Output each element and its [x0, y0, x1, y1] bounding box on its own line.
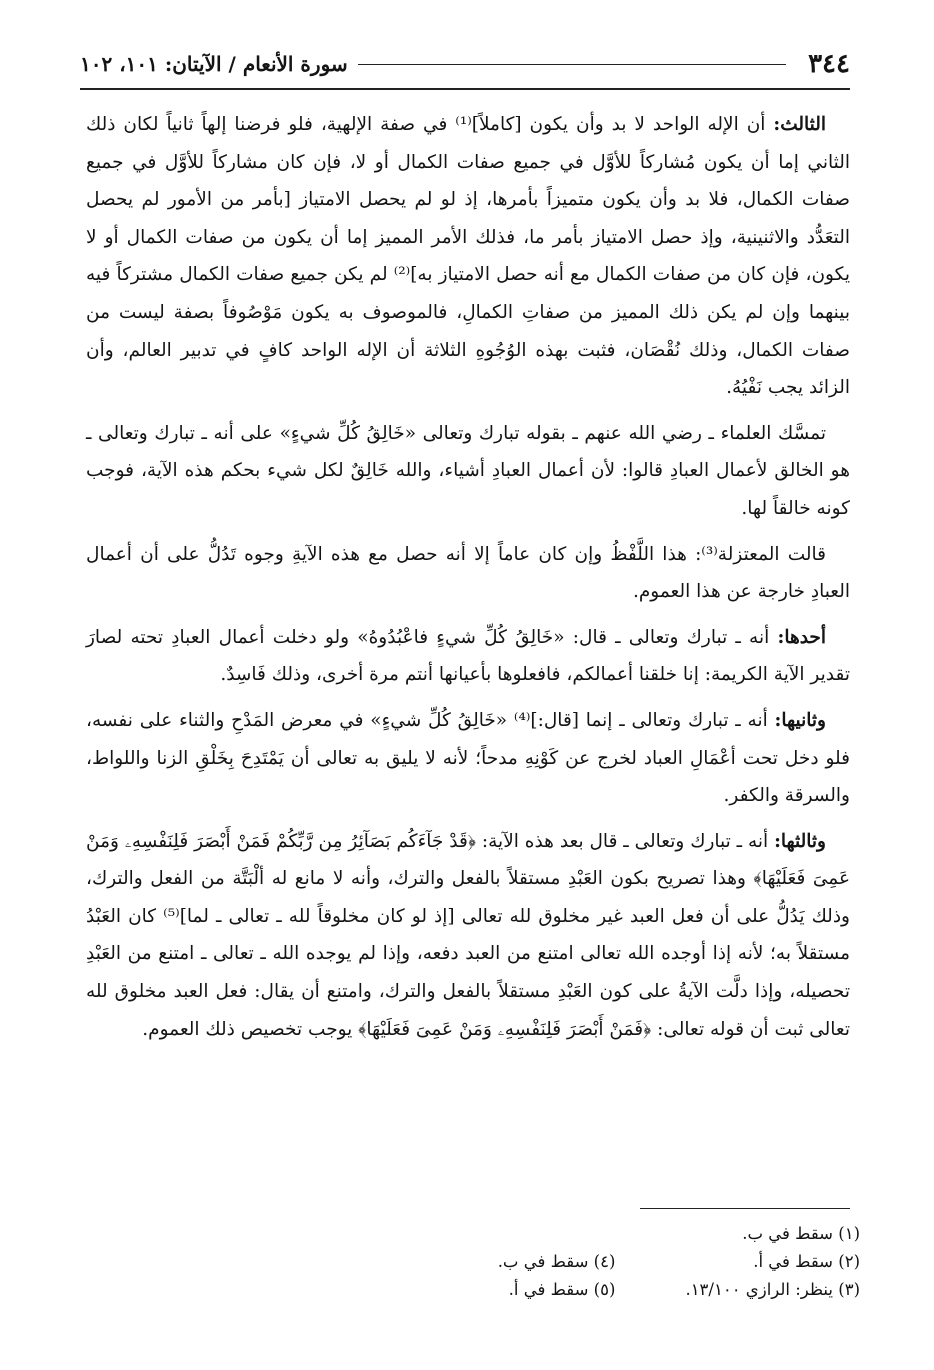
footnote-4: (٤) سقط في ب. [497, 1252, 616, 1271]
footnote-column-2 [498, 1220, 616, 1304]
surah-title: سورة الأنعام / الآيتان: ١٠١، ١٠٢ [80, 52, 348, 76]
paragraph-lead: أحدها: [777, 626, 826, 648]
paragraph-third-reason [86, 823, 850, 1049]
paragraph-first [86, 619, 850, 694]
paragraph-scholars [86, 415, 850, 528]
paragraph-lead: وثانيها: [774, 709, 826, 731]
paragraph-text: أن الإله الواحد لا بد وأن يكون [كاملاً]⁽¹⁾ في صفة الإلهية، فلو فرضنا إلهاً ثانياً لكان ذلك الثاني إما أن يكون مُشاركاً للأوَّل في جميع صفات الكمال أو لا، فإن كان مشاركاً للأوَّل في جميع صفات الكمال، فلا بد وأن يكون متميزاً بأمرها، إذ لو لم يحصل الامتياز [بأمر من الأمور لم يحصل التعَدُّد والاثنينية، وإذ حصل الامتياز بأمر ما، فذلك الأمر المميز إما أن يكون من صفات الكمال أو لا يكون، فإن كان من صفات الكمال مع أنه حصل الامتياز به]⁽²⁾ لم يكن جميع صفات الكمال مشتركاً فيه بينهما وإن لم يكن ذلك المميز من صفاتِ الكمالِ، فالموصوف به يكون مَوْصُوفاً بصفة ليست من صفات الكمال، وذلك نُقْصَان، فثبت بهذه الوُجُوهِ الثلاثة أن الإله الواحد كافٍ في تدبير العالم، وأن الزائد يجب نَفْيُهُ. [86, 114, 850, 399]
footnote-column-1 [685, 1220, 860, 1304]
paragraph-text: أنه ـ تبارك وتعالى ـ قال: «خَالِقُ كُلِّ شيءٍ فاعْبُدُوهُ» ولو دخلت أعمال العبادِ تحته لصارَ تقدير الآية الكريمة: إنا خلقنا أعمالكم، فافعلوها بأعيانها أنتم مرة أخرى، وذلك فَاسِدٌ. [86, 626, 850, 686]
footnote-2: (٢) سقط في أ. [753, 1252, 860, 1271]
page-header [80, 40, 850, 88]
page-number: ٣٤٤ [808, 49, 850, 79]
footnote-5: (٥) سقط في أ. [508, 1280, 616, 1299]
footnote-rule [640, 1208, 850, 1209]
paragraph-second [86, 702, 850, 815]
paragraph-text: أنه ـ تبارك وتعالى ـ إنما [قال:]⁽⁴⁾ «خَالِقُ كُلِّ شيءٍ» في معرض المَدْحِ والثناء على نفسه، فلو دخل تحت أعْمَالِ العباد لخرج عن كَوْنِهِ مدحاً؛ لأنه لا يليق به تعالى أن يَمْتَدِحَ بِخَلْقِ الزنا واللواط، والسرقة والكفر. [86, 709, 850, 807]
header-divider [358, 64, 786, 65]
paragraph-text: أنه ـ تبارك وتعالى ـ قال بعد هذه الآية: ﴿قَدْ جَآءَكُم بَصَآئِرُ مِن رَّبِّكُمْ فَمَنْ أَبْصَرَ فَلِنَفْسِهِۦ وَمَنْ عَمِىَ فَعَلَيْهَا﴾ وهذا تصريح بكون العَبْدِ مستقلاً بالفعل والترك، وأنه لا مانع له ألْبَتَّة من الفعل والترك، وذلك يَدُلُّ على أن فعل العبد غير مخلوق لله تعالى [إذ لو كان مخلوقاً لله ـ تعالى ـ لما]⁽⁵⁾ كان العَبْدُ مستقلاً به؛ لأنه إذا أوجده الله تعالى امتنع من العبد دفعه، وإذا لم يوجده الله ـ تعالى ـ امتنع من العَبْدِ تحصيله، وإذا دلَّت الآيةُ على كون العَبْدِ مستقلاً بالفعل والترك، وامتنع أن يقال: فعل العبد مخلوق لله تعالى ثبت أن قوله تعالى: ﴿فَمَنْ أَبْصَرَ فَلِنَفْسِهِۦ وَمَنْ عَمِىَ فَعَلَيْهَا﴾ يوجب تخصيص ذلك العموم. [86, 830, 850, 1040]
paragraph-text: قالت المعتزلة⁽³⁾: هذا اللَّفْظُ وإن كان عاماً إلا أنه حصل مع هذه الآيةِ وجوه تَدُلُّ على أن أعمال العبادِ خارجة عن هذا العموم. [86, 543, 850, 603]
footnotes [250, 1220, 860, 1304]
header-rule [80, 88, 850, 90]
footnote-3: (٣) ينظر: الرازي ١٣/١٠٠. [685, 1280, 860, 1299]
paragraph-mutazila [86, 536, 850, 611]
paragraph-lead: الثالث: [773, 114, 827, 135]
main-text [86, 106, 850, 1056]
paragraph-lead: وثالثها: [774, 830, 826, 852]
paragraph-third [86, 106, 850, 407]
footnote-1: (١) سقط في ب. [742, 1224, 860, 1243]
paragraph-text: تمسَّك العلماء ـ رضي الله عنهم ـ بقوله تبارك وتعالى «خَالِقُ كُلِّ شيءٍ» على أنه ـ تبارك وتعالى ـ هو الخالق لأعمال العبادِ قالوا: لأن أعمال العبادِ أشياء، والله خَالِقٌ لكل شيء بحكم هذه الآية، فوجب كونه خالقاً لها. [86, 422, 850, 519]
